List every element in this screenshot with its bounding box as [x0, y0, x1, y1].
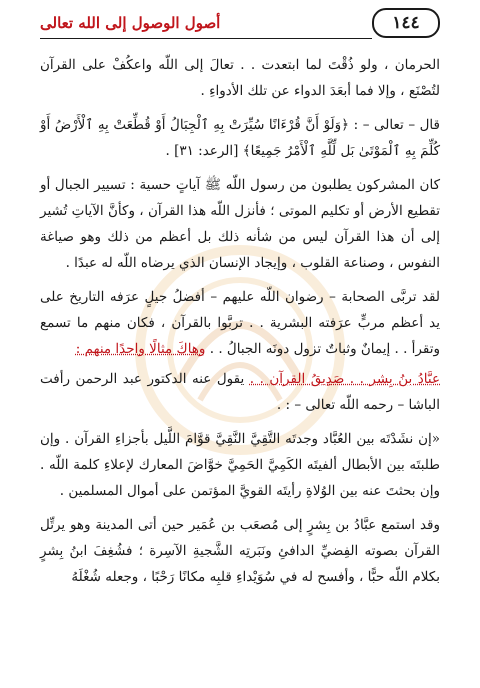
highlighted-phrase: وهاكَ مثالًا واحدًا منهم :	[75, 341, 206, 357]
section-heading: عبَّادُ بنُ بِشر . . صَدِيقُ القرآن . .	[249, 371, 441, 387]
quran-verse-paragraph: قال – تعالى – : ﴿وَلَوْ أَنَّ قُرْءَانًا سُيِّرَتْ بِهِ ٱلْجِبَالُ أَوْ قُطِّعَتْ بِهِ ٱلْأَرْضُ أَوْ كُلِّمَ بِهِ ٱلْمَوْتَىٰ بَل لِّلَّهِ ٱلْأَمْرُ جَمِيعًا﴾ [الرعد: ٣١] .	[40, 117, 440, 159]
paragraph-text: يقول عنه الدكتور عبد الرحمن رأفت الباشا – رحمه اللّه تعالى – : .	[40, 371, 440, 413]
paragraph: كان المشركون يطلبون من رسول اللّه ﷺ آياتٍ حسية : تسيير الجبال أو تقطيع الأرض أو تكليم الموتى ؛ فأنزل اللّه هذا القرآن ، وكأنَّ الآياتِ تُشير إلى أن هذا القرآن ليس من شأنه ذلك بل أعظم من ذلك وهو صياغة النفوس ، وصناعة القلوب ، وإيجاد الإنسان الذي يرضاه اللّه له عبدًا .	[40, 177, 440, 271]
running-title: أصول الوصول إلى الله تعالى	[40, 14, 221, 32]
paragraph: وقد استمع عبَّادُ بن بِشرٍ إلى مُصعَب بن عُمَير حين أتى المدينة وهو يرتِّل القرآن بصوته الفِضيِّ الدافئِ ونَبَرتِه الشَّجيةِ الآسِرة ؛ فشُغِفَ ابنُ بِشرٍ بكلام اللّه حبًّا ، وأفسح له في سُوَيْداءِ قلبِه مكانًا رَحْبًا ، وجعله شُغْلَهُ	[40, 517, 440, 585]
quote-paragraph: «إن نشَدْتَه بين العُبَّاد وجدتَه التَّقِيَّ النَّقِيَّ قوَّامَ اللَّيل بأجزاءِ القرآن . وإن طلبتَه بين الأبطال ألفيتَه الكَمِيَّ الحَمِيَّ خوَّاضَ المعارك لإعلاءِ كلمة اللّه . وإن بحثتَ عنه بين الوُلاةِ رأيتَه القويَّ المؤتمن على أموال المسلمين .	[40, 431, 440, 499]
header-rule	[40, 38, 372, 39]
paragraph	[40, 284, 440, 362]
page-number: ١٤٤	[372, 8, 440, 38]
paragraph-text: لقد تربَّى الصحابة – رضوان اللّه عليهم – أفضلُ جيلٍ عرَفه التاريخ على يد أعظم مربٍّ عرَفته البشرية . . تربَّوا بالقرآن ، فكان منهم ما تسمع وتقرأ . . إيمانٌ وثباتٌ تزول دونَه الجبالُ . .	[40, 289, 440, 357]
page-header	[40, 8, 440, 42]
body-text	[40, 52, 440, 598]
paragraph	[40, 366, 440, 418]
paragraph: الحرمان ، ولو ذُقْتَ لما ابتعدت . . تعالَ إلى اللّه واعكُفْ على القرآن لتُصْنَع ، وإلا فما أبعَدَ الدواء عن تلك الأدواءِ .	[40, 57, 440, 99]
